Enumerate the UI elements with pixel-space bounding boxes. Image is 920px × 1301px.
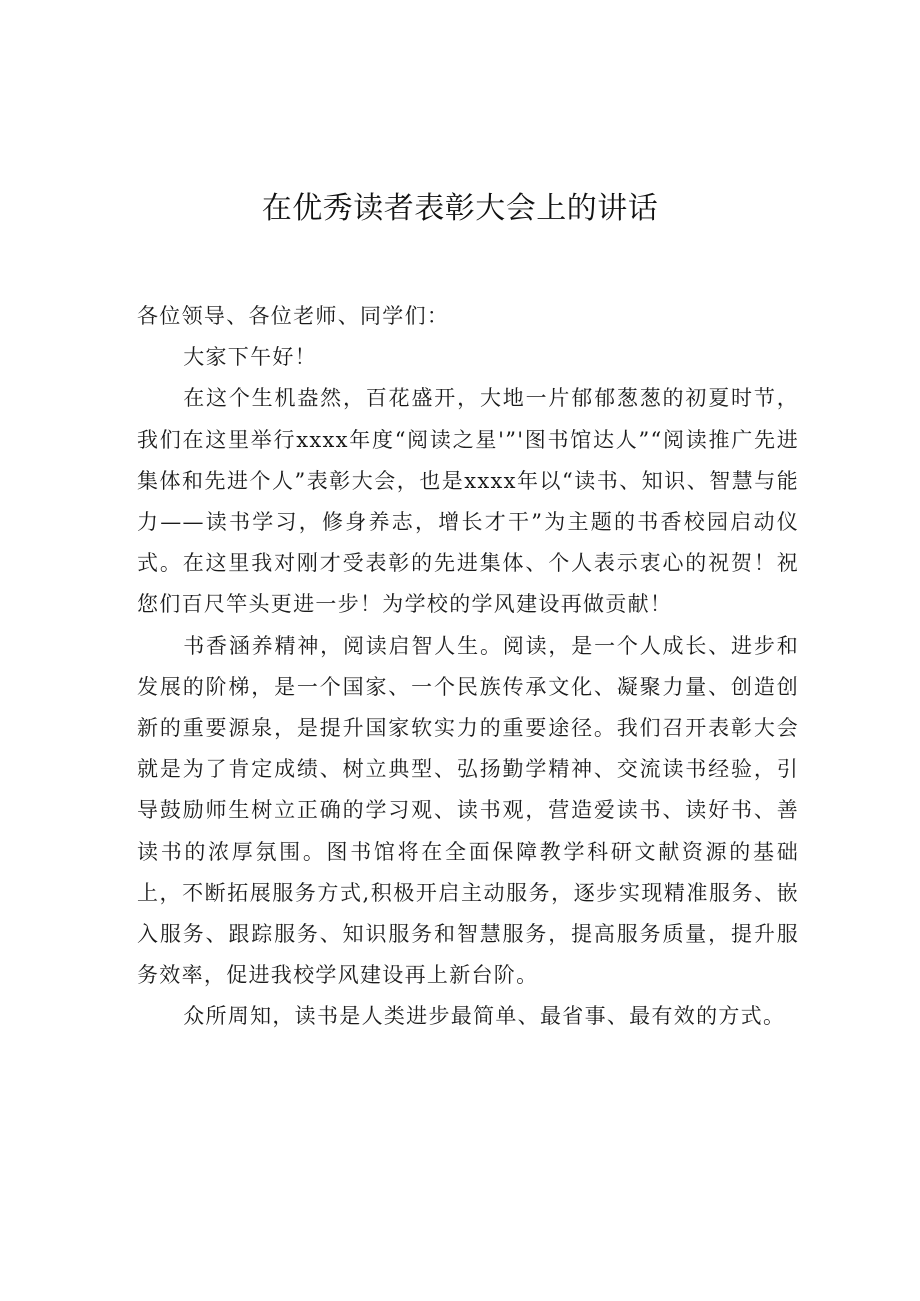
paragraph-reading-value: 书香涵养精神，阅读启智人生。阅读，是一个人成长、进步和发展的阶梯，是一个国家、一个民族传承文化、凝聚力量、创造创新的重要源泉，是提升国家软实力的重要途径。我们召开表彰大会就是为了肯定成绩、树立典型、弘扬勤学精神、交流读书经验，引导鼓励师生树立正确的学习观、读书观，营造爱读书、读好书、善读书的浓厚氛围。图书馆将在全面保障教学科研文献资源的基础上，不断拓展服务方式,积极开启主动服务，逐步实现精准服务、嵌入服务、跟踪服务、知识服务和智慧服务，提高服务质量，提升服务效率，促进我校学风建设再上新台阶。 — [137, 633, 799, 988]
paragraph-common-knowledge: 众所周知，读书是人类进步最简单、最省事、最有效的方式。 — [183, 1004, 786, 1029]
document-title: 在优秀读者表彰大会上的讲话 — [261, 191, 659, 226]
salutation: 各位领导、各位老师、同学们： — [137, 304, 450, 328]
paragraph-opening: 在这个生机盎然，百花盛开，大地一片郁郁葱葱的初夏时节，我们在这里举行xxxx年度“阅读之星'”'图书馆达人”“阅读推广先进集体和先进个人”表彰大会，也是xxxx年以“读书、知识、智慧与能力——读书学习，修身养志，增长才干”为主题的书香校园启动仪式。在这里我对刚才受表彰的先进集体、个人表示衷心的祝贺！祝您们百尺竿头更进一步！为学校的学风建设再做贡献！ — [137, 386, 799, 617]
paragraph-greeting: 大家下午好！ — [183, 345, 317, 370]
document-body — [137, 296, 799, 1038]
